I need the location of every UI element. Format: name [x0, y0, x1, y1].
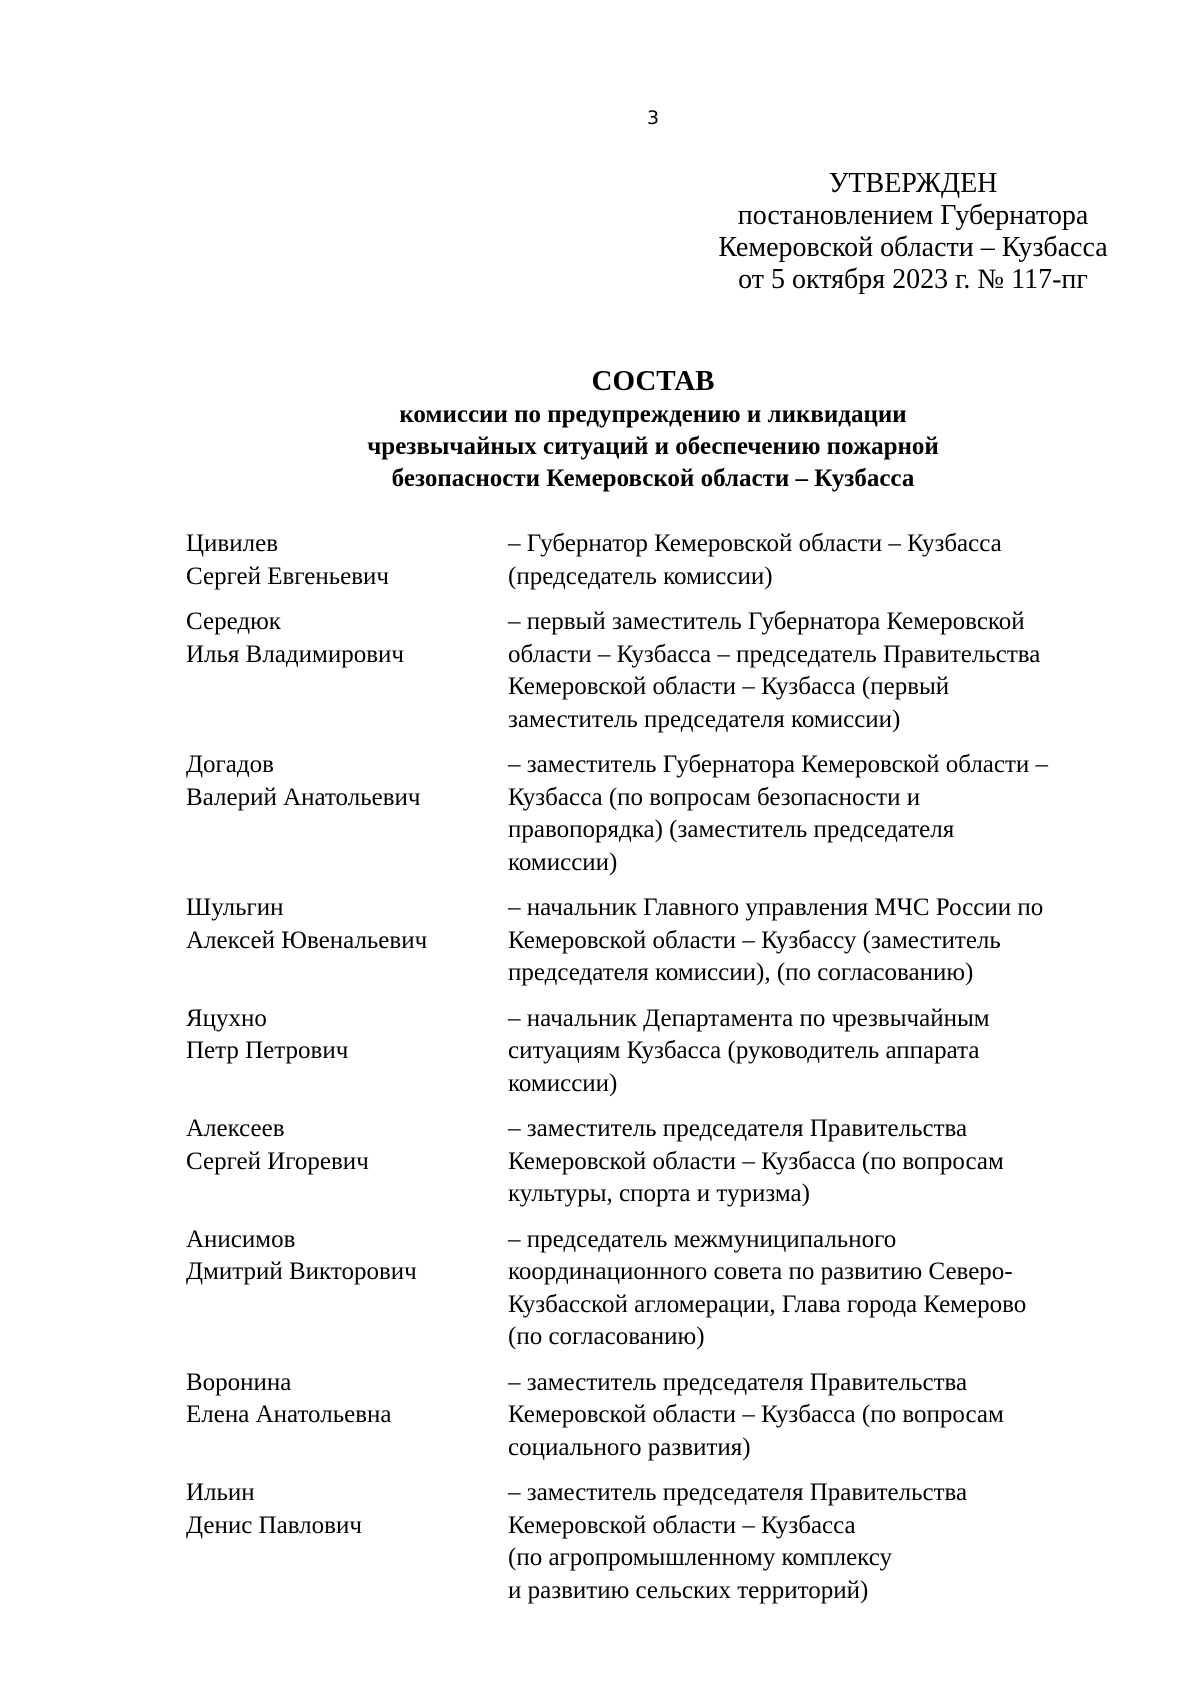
member-role-line: Кузбасса (по вопросам безопасности и — [508, 783, 921, 811]
member-role — [508, 749, 1146, 879]
member-role-line: (по агропромышленному комплексу — [508, 1544, 892, 1571]
approval-stamp — [700, 168, 1126, 296]
member-role — [508, 606, 1146, 736]
member-surname: Яцухно — [186, 1004, 267, 1032]
title-subtitle-line: безопасности Кемеровской области – Кузбасса — [391, 465, 915, 492]
approval-line: УТВЕРЖДЕН — [828, 168, 998, 199]
member-role-line: социального развития) — [508, 1433, 751, 1461]
member-surname: Середюк — [186, 608, 281, 635]
member-name — [186, 1477, 508, 1607]
member-role-line: – заместитель Губернатора Кемеровской области – — [508, 751, 1049, 778]
member-role-line: председателя комиссии), (по согласованию) — [508, 959, 974, 986]
member-name — [186, 606, 508, 736]
member-surname: Воронина — [186, 1368, 292, 1396]
approval-line: Кемеровской области – Кузбасса — [718, 232, 1108, 263]
member-name — [186, 1003, 508, 1101]
member-role — [508, 1224, 1146, 1354]
member-role-line: Кузбасской агломерации, Глава города Кемерово — [508, 1290, 1027, 1318]
member-name — [186, 892, 508, 990]
title-subtitle-line: чрезвычайных ситуаций и обеспечению пожарной — [367, 433, 939, 460]
member-role-line: – начальник Департамента по чрезвычайным — [508, 1004, 990, 1032]
member-entry — [186, 606, 1146, 736]
member-entry — [186, 749, 1146, 879]
member-role-line: Кемеровской области – Кузбассу (заместитель — [508, 926, 1001, 954]
member-role-line: (председатель комиссии) — [508, 562, 773, 590]
members-list — [186, 528, 1146, 1620]
member-role — [508, 1003, 1146, 1101]
member-role-line: правопорядка) (заместитель председателя — [508, 816, 955, 843]
member-role-line: – председатель межмуниципального — [508, 1225, 897, 1253]
member-given-names: Денис Павлович — [186, 1511, 362, 1539]
member-given-names: Илья Владимирович — [186, 640, 404, 668]
member-name — [186, 1113, 508, 1211]
member-role-line: ситуациям Кузбасса (руководитель аппарата — [508, 1037, 980, 1064]
member-name — [186, 528, 508, 593]
member-given-names: Алексей Ювенальевич — [186, 926, 428, 954]
document-title — [0, 363, 1200, 495]
member-role — [508, 1367, 1146, 1465]
member-role-line: координационного совета по развитию Северо- — [508, 1258, 1013, 1285]
member-role-line: области – Кузбасса – председатель Правительства — [508, 640, 1041, 668]
member-name — [186, 749, 508, 879]
approval-line: постановлением Губернатора — [737, 200, 1089, 231]
member-given-names: Сергей Игоревич — [186, 1147, 369, 1175]
approval-line: от 5 октября 2023 г. № 117-пг — [738, 264, 1088, 295]
member-entry — [186, 1113, 1146, 1211]
member-role — [508, 528, 1146, 593]
member-name — [186, 1367, 508, 1465]
member-entry — [186, 892, 1146, 990]
title-main: СОСТАВ — [591, 365, 715, 397]
member-role-line: – заместитель председателя Правительства — [508, 1115, 968, 1142]
member-entry — [186, 1224, 1146, 1354]
member-role-line: – первый заместитель Губернатора Кемеровской — [508, 608, 1025, 635]
member-surname: Шульгин — [186, 894, 284, 921]
title-subtitle-line: комиссии по предупреждению и ликвидации — [399, 401, 907, 428]
member-role-line: Кемеровской области – Кузбасса (по вопросам — [508, 1147, 1004, 1175]
member-given-names: Валерий Анатольевич — [186, 783, 421, 811]
member-role-line: заместитель председателя комиссии) — [508, 705, 901, 733]
member-surname: Ильин — [186, 1479, 255, 1506]
member-name — [186, 1224, 508, 1354]
member-role-line: (по согласованию) — [508, 1323, 705, 1350]
member-given-names: Сергей Евгеньевич — [186, 562, 389, 590]
member-role-line: Кемеровской области – Кузбасса (первый — [508, 673, 950, 700]
member-entry — [186, 1367, 1146, 1465]
member-role-line: – начальник Главного управления МЧС России по — [508, 894, 1044, 921]
member-role-line: – заместитель председателя Правительства — [508, 1479, 968, 1506]
member-role-line: – Губернатор Кемеровской области – Кузбасса — [508, 530, 1002, 557]
member-given-names: Петр Петрович — [186, 1037, 349, 1064]
member-surname: Анисимов — [186, 1225, 296, 1253]
member-role-line: культуры, спорта и туризма) — [508, 1180, 810, 1207]
page-number: 3 — [646, 107, 660, 129]
member-surname: Догадов — [186, 751, 274, 778]
member-role-line: Кемеровской области – Кузбасса (по вопросам — [508, 1401, 1004, 1428]
member-role — [508, 1477, 1146, 1607]
member-entry — [186, 1003, 1146, 1101]
member-surname: Цивилев — [186, 530, 278, 557]
member-role — [508, 1113, 1146, 1211]
member-role-line: Кемеровской области – Кузбасса — [508, 1511, 856, 1539]
member-given-names: Дмитрий Викторович — [186, 1258, 417, 1285]
member-surname: Алексеев — [186, 1115, 285, 1142]
member-role-line: – заместитель председателя Правительства — [508, 1368, 968, 1396]
member-entry — [186, 528, 1146, 593]
member-role-line: и развитию сельских территорий) — [508, 1576, 869, 1604]
member-role-line: комиссии) — [508, 1069, 618, 1097]
member-role-line: комиссии) — [508, 848, 618, 876]
member-role — [508, 892, 1146, 990]
member-given-names: Елена Анатольевна — [186, 1401, 392, 1428]
member-entry — [186, 1477, 1146, 1607]
